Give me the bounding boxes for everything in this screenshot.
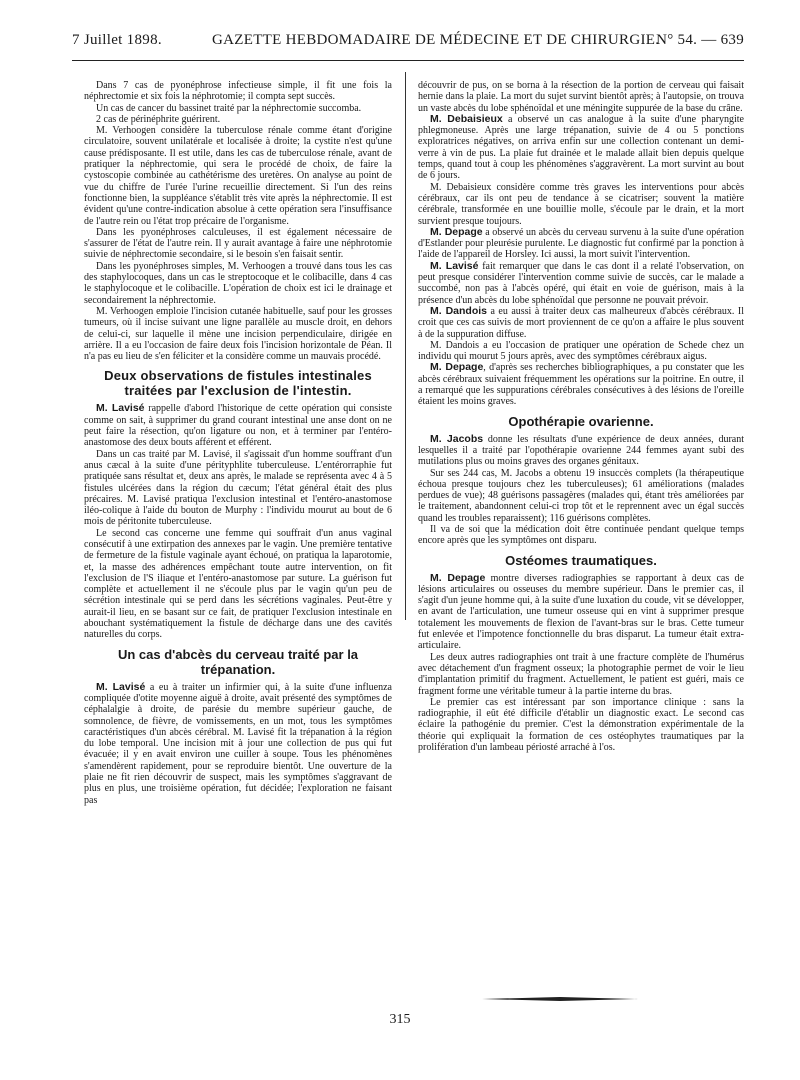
speaker-name: M. Lavisé xyxy=(430,259,479,272)
paragraph xyxy=(418,227,744,261)
paragraph xyxy=(418,261,744,306)
paragraph-text: , d'après ses recherches bibliographiques, a pu constater que les abcès cérébraux suivaient fréquemment les opérations sur la poitrine. En outre, il a remarqué que les suppurations cérébrales consécutives à des lésions de l'oreille étaient les moins graves. xyxy=(418,362,744,408)
header-journal-title: GAZETTE HEBDOMADAIRE DE MÉDECINE ET DE CHIRURGIE. xyxy=(212,32,660,48)
paragraph: Un cas de cancer du bassinet traité par la néphrectomie succomba. xyxy=(96,102,362,114)
page-number: 315 xyxy=(389,1012,411,1027)
paragraph: M. Dandois a eu l'occasion de pratiquer une opération de Schede chez un individu qui mourut 5 jours après, avec des symptômes cérébraux aigus. xyxy=(418,339,744,363)
paragraph: Il va de soi que la médication doit être continuée pendant quelque temps encore après que les symptômes ont disparu. xyxy=(418,523,744,547)
section-heading-opotherapie: Opothérapie ovarienne. xyxy=(508,413,654,429)
paragraph xyxy=(418,573,744,652)
paragraph: Le premier cas est intéressant par son importance clinique : sans la radiographie, il eût été difficile d'établir un diagnostic exact. Le second cas éclaire la pathogénie du premier. C'est la démonstration expérimentale de la théorie qui expliquait la formation de ces ostéophytes traumatiques par la prolifération d'un lambeau périosté arraché à l'os. xyxy=(418,696,744,754)
speaker-name: M. Debaisieux xyxy=(430,112,503,125)
running-header xyxy=(72,32,744,56)
paragraph xyxy=(418,362,744,407)
paragraph: Dans les pyonéphroses simples, M. Verhoogen a trouvé dans tous les cas des staphylocoques, dans un cas le streptocoque et le colibacille, dans 4 cas le staphylocoque et le colibacille. L'opération de choix est ici le drainage et secondairement la néphrectomie. xyxy=(84,260,392,306)
speaker-name: M. Dandois xyxy=(430,304,487,317)
paragraph-text: montre diverses radiographies se rapportant à deux cas de lésions articulaires ou osseuses du membre supérieur. Dans le premier cas, il s'agit d'un jeune homme qui, à la suite d'une luxation du coude, vit se développer, en avant de l'articulation, une tumeur osseuse qui en vint à supprimer presque totalement les mouvements de flexion de l'avant-bras sur le bras. Cette tumeur fut enlevée et l'impotence fonctionnelle du bras disparut. La tumeur était extra-articulaire. xyxy=(418,572,744,652)
paragraph xyxy=(418,434,744,468)
paragraph: Le second cas concerne une femme qui souffrait d'un anus vaginal consécutif à une extirpation des annexes par le vagin. Une première tentative de fermeture de la fistule vaginale ayant échoué, on pratiqua la laparotomie, et, la masse des adhérences empêchant toute autre intervention, on fit l'exclusion de l'S iliaque et l'entéro-anastomose par suture. La guérison fut complète et actuellement il ne s'écoule plus par le vagin qu'un peu de sécrétion intestinale qui se perd dans les sécrétions vaginales. Peut-être y aurait-il lieu, en se basant sur ce fait, de pratiquer l'exclusion intestinale en abouchant systématiquement la fistule de décharge dans une des cavités naturelles du corps. xyxy=(84,527,392,641)
paragraph: Les deux autres radiographies ont trait à une fracture complète de l'humérus avec détachement d'un fragment osseux; la photographie permet de voir le lieu d'implantation primitif du fragment. Actuellement, le patient est guéri, mais ce fragment forme une véritable tumeur à la partie interne du bras. xyxy=(418,651,744,697)
paragraph: découvrir de pus, on se borna à la résection de la portion de cerveau qui faisait hernie dans la plaie. La mort du sujet survint bientôt après; à l'autopsie, on trouva un vaste abcès du lobe sphénoïdal et une méningite suppurée de la base du crâne. xyxy=(418,80,744,114)
paragraph-text: a observé un abcès du cerveau survenu à la suite d'une opération d'Estlander pour pleurésie purulente. Le diagnostic fut confirmé par la ponction à l'aide de l'appareil de Horsley. Ici aussi, la mort suivit l'intervention. xyxy=(418,226,744,261)
speaker-name: M. Depage xyxy=(430,361,484,374)
speaker-name: M. Jacobs xyxy=(430,432,484,445)
paragraph xyxy=(418,114,744,182)
section-heading-fistules: Deux observations de fistules intestinales traitées par l'exclusion de l'intestin. xyxy=(104,368,372,399)
paragraph: 2 cas de périnéphrite guérirent. xyxy=(96,113,221,125)
section-heading-osteomes: Ostéomes traumatiques. xyxy=(505,552,657,568)
paragraph: M. Debaisieux considère comme très graves les interventions pour abcès cérébraux, car ils ont peu de tendance à se cicatriser; souvent la matière cérébrale, transformée en une bouillie molle, s'écoule par le drain, et la mort survient presque toujours. xyxy=(418,181,744,227)
column-divider xyxy=(405,72,406,620)
paragraph: M. Verhoogen considère la tuberculose rénale comme étant d'origine circulatoire, souvent unilatérale et localisée à droite; la cystite n'est qu'une cause prédisposante. Il est utile, dans les cas de tuberculose rénale, avant de pratiquer la néphrectomie, qui sera le procédé de choix, de faire la cystoscopie combinée au cathétérisme des uretères. On analyse au point de vue du chiffre de l'urée l'urine recueillie directement. Si l'un des reins fonctionne bien, la suppléance s'établit très vite après la néphrectomie. Il est évident qu'une contre-indication absolue à cette opération sera l'insuffisance de l'autre rein ou l'état trop précaire de l'organisme. xyxy=(84,125,392,227)
paragraph-text: rappelle d'abord l'historique de cette opération qui consiste comme on sait, à supprimer du grand courant intestinal une anse dont on ne peut faire la résection, qu'on ligature ou non, et à terminer par l'entéro-anastomose des deux bouts afférent et efférent. xyxy=(84,403,392,449)
paragraph-text: a observé un cas analogue à la suite d'une pharyngite phlegmoneuse. Après une large trépanation, suivie de 4 ou 5 ponctions exploratrices négatives, on arriva enfin sur une collection contenant un demi-verre à vin de pus. La plaie fut drainée et le malade allait bien depuis quelque temps, quand tout à coup les phénomènes s'aggravèrent. La mort survint au bout de 6 jours. xyxy=(418,113,744,182)
speaker-name: M. Depage xyxy=(430,225,483,238)
paragraph: M. Verhoogen emploie l'incision cutanée habituelle, sauf pour les grosses tumeurs, où il incise suivant une ligne parallèle au muscle droit, en dehors de celui-ci, sur laquelle il mène une incision perpendiculaire, dirigée en arrière. Il a eu l'occasion de faire deux fois l'incision horizontale de Péan. Il n'a pas eu lieu de s'en féliciter et la considère comme un mauvais procédé. xyxy=(84,305,392,363)
left-column xyxy=(84,80,392,806)
speaker-name: M. Lavisé xyxy=(96,680,146,693)
right-column xyxy=(418,80,744,753)
end-ornament-rule xyxy=(480,993,640,1005)
paragraph xyxy=(418,306,744,340)
paragraph xyxy=(84,682,392,806)
paragraph: Sur ses 244 cas, M. Jacobs a obtenu 19 insuccès complets (la thérapeutique échoua presque toujours chez les tuberculeuses); 61 améliorations (malades perdues de vue); 48 guérisons passagères (malades qui, étant très améliorées par le traitement, abandonnent celui-ci trop tôt et le reprennent avec un égal succès quand les troubles reparaissent); 116 guérisons complètes. xyxy=(418,467,744,524)
paragraph: Dans un cas traité par M. Lavisé, il s'agissait d'un homme souffrant d'un anus cæcal à la suite d'une pérityphlite tuberculeuse. L'entérorraphie fut pratiquée sans résultat et, deux ans après, le malade se représenta avec 4 à 5 fistules ulcérées dans la région du cæcum; l'état général était des plus précaires. M. Lavisé pratiqua l'exclusion intestinal et l'entéro-anastomose iléo-colique à l'aide du bouton de Murphy : l'individu mourut au bout de 6 mois de péritonite tuberculeuse. xyxy=(84,448,392,528)
speaker-name: M. Depage xyxy=(430,571,486,584)
section-heading-abces: Un cas d'abcès du cerveau traité par la trépanation. xyxy=(117,646,359,677)
header-issue-page: N° 54. — 639 xyxy=(656,32,744,48)
paragraph-text: donne les résultats d'une expérience de deux années, durant lesquelles il a traité par l'opothérapie ovarienne 244 femmes ayant subi des mutilations plus ou moins graves des organes génitaux. xyxy=(418,433,744,468)
header-date: 7 Juillet 1898. xyxy=(72,32,162,48)
paragraph: Dans 7 cas de pyonéphrose infectieuse simple, il fit une fois la néphrectomie et six fois la néphrotomie; il compta sept succès. xyxy=(84,80,392,103)
paragraph-text: a eu à traiter un infirmier qui, à la suite d'une influenza compliquée d'otite moyenne aiguë à droite, avait présenté des symptômes de céphalalgie à droite, de parésie du membre supérieur gauche, de somnolence, de fièvre, de vomissements, en un mot, tous les symptômes caractéristiques d'un abcès cérébral. M. Lavisé fit la trépanation à la région du lobe temporal. Une incision mit à jour une collection de pus qui fut évacuée; il y en avait environ une cuiller à soupe. Tous les phénomènes s'amendèrent rapidement, pour se reproduire bientôt. Une ouverture de la plaie ne fit rien découvrir de suspect, mais les symptômes s'aggravant de plus en plus, une troisième opération, fut décidée; l'exploration ne faisant pas xyxy=(84,681,392,806)
paragraph xyxy=(84,403,392,448)
paragraph-text: fait remarquer que dans le cas dont il a relaté l'observation, on peut presque considérer l'intervention comme suivie de succès, car le malade a succombé, non pas à l'abcès opéré, qui était en voie de guérison, mais à la présence d'un abcès du lobe sphénoïdal que personne ne pouvait prévoir. xyxy=(418,260,744,306)
speaker-name: M. Lavisé xyxy=(96,402,145,415)
header-rule xyxy=(72,60,744,61)
paragraph: Dans les pyonéphroses calculeuses, il est également nécessaire de s'assurer de l'état de l'autre rein. Il y aurait avantage à faire une néphrotomie suivie de néphrectomie secondaire, si le besoin s'en faisait sentir. xyxy=(84,226,392,261)
paragraph-text: a eu aussi à traiter deux cas malheureux d'abcès cérébraux. Il croit que ces cas suivis de mort proviennent de ce qu'on a affaire le plus souvent à de la suppuration diffuse. xyxy=(418,305,744,340)
